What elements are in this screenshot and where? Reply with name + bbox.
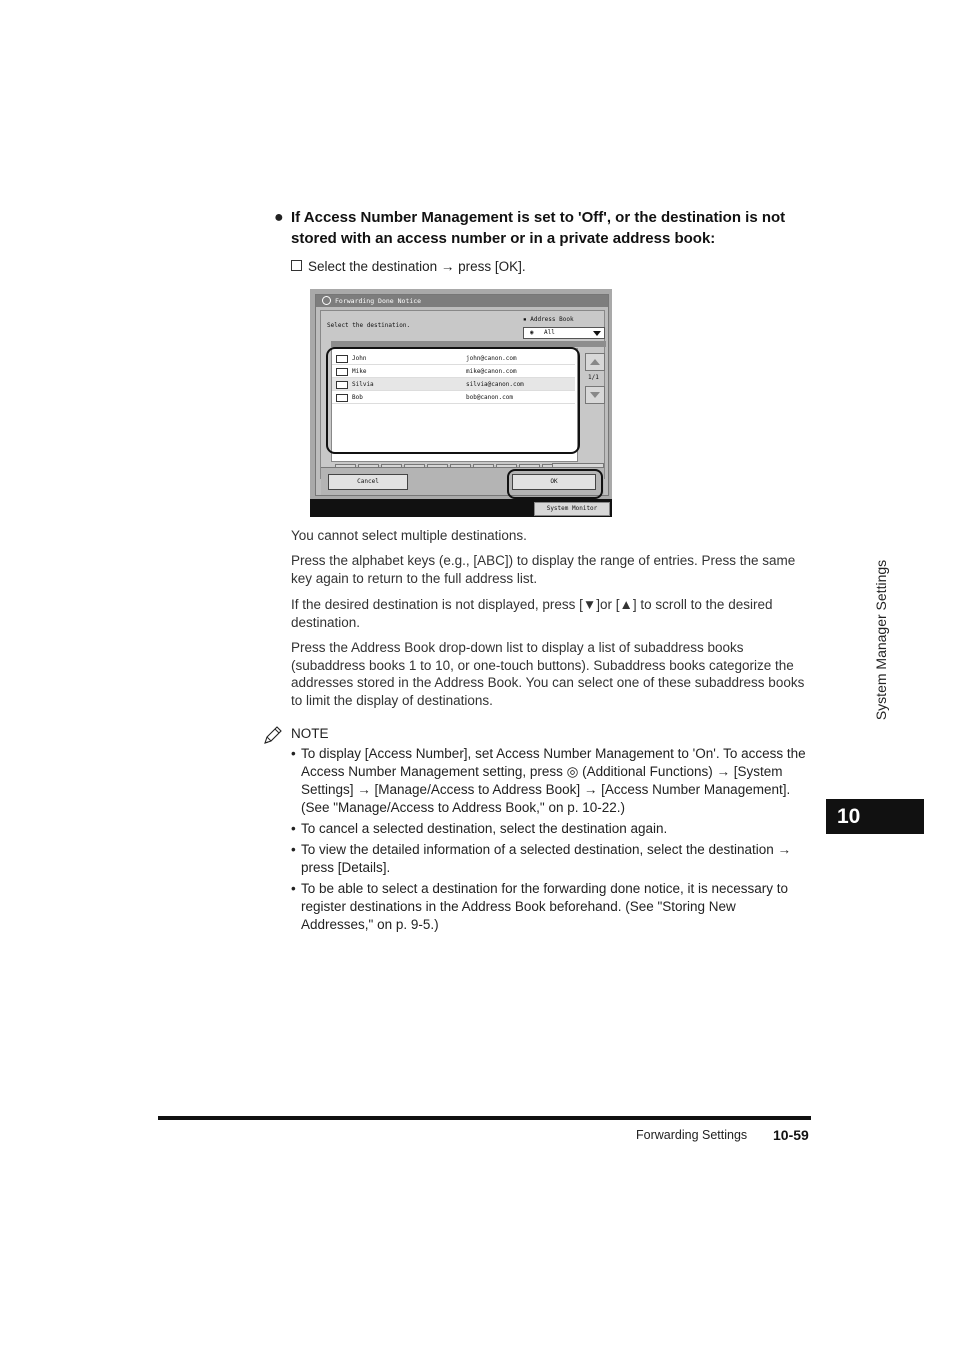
row-email: bob@canon.com [466,394,513,401]
ok-highlight-oval [507,469,603,499]
paragraph: If the desired destination is not displayed, press [▼]or [▲] to scroll to the desired destination. [291,597,773,630]
row-email: mike@canon.com [466,368,517,375]
address-book-label: ▪ Address Book [523,316,574,323]
system-monitor-button[interactable]: System Monitor [534,502,610,516]
device-screenshot [310,289,612,517]
chapter-tab: 10 [826,799,924,834]
note-list [291,745,811,937]
pencil-icon [262,724,284,746]
function-icon [322,296,331,305]
list-highlight-oval [326,347,580,454]
status-bar [310,499,612,517]
row-email: john@canon.com [466,355,517,362]
row-email: silvia@canon.com [466,381,524,388]
triangle-up-icon [590,359,600,365]
triangle-down-icon [590,392,600,398]
ok-label: OK [550,478,558,485]
row-name: John [352,355,367,362]
step-text: Select the destination → press [OK]. [308,259,526,274]
chevron-down-icon [593,331,601,336]
note-item: • To view the detailed information of a selected destination, select the destination → press [Details]. [291,841,811,877]
scroll-down-button[interactable] [585,386,605,404]
step-instruction [291,258,526,276]
page-number: 10-59 [773,1127,809,1143]
row-name: Bob [352,394,363,401]
dropdown-value: All [544,329,555,336]
screen-titlebar [316,295,608,307]
row-name: Silvia [352,381,374,388]
checkbox-icon [291,260,302,271]
row-name: Mike [352,368,367,375]
paragraph: Press the Address Book drop-down list to display a list of subaddress books (subaddress books 1 to 10, or one-touch buttons). Subaddress books categorize the addresses stored in the Address Book. You can select one of these subaddress books to limit the display of destinations. [291,640,805,708]
note-title: NOTE [291,726,329,741]
cancel-button[interactable]: Cancel [328,474,408,490]
section-side-label: System Manager Settings [873,559,889,721]
scroll-up-button[interactable] [585,353,605,371]
section-heading: If Access Number Management is set to 'Off', or the destination is not stored with an access number or in a private address book: [291,209,786,247]
footer-section-title: Forwarding Settings [636,1128,748,1142]
screen-instruction: Select the destination. [327,322,411,329]
note-item: • To cancel a selected destination, select the destination again. [291,820,811,838]
note-item: • To display [Access Number], set Access Number Management to 'On'. To access the Access Number Management setting, press ◎ (Additional Functions) → [System Settings] → [Manage/Access to Address Book] → [Access Number Management]. (See "Manage/Access to Address Book," on p. 10-22.) [291,745,811,817]
address-book-label-text: Address Book [530,316,574,323]
screen-window [315,294,609,496]
address-book-dropdown[interactable] [523,327,605,339]
page-indicator: 1/1 [588,374,599,381]
screen-title: Forwarding Done Notice [335,297,422,305]
footer-rule [158,1116,811,1120]
paragraph: You cannot select multiple destinations. [291,528,527,543]
paragraph: Press the alphabet keys (e.g., [ABC]) to display the range of entries. Press the same key again to return to the full address list. [291,553,796,586]
dropdown-radio-icon: ◉ [530,329,534,336]
note-item: • To be able to select a destination for the forwarding done notice, it is necessary to register destinations in the Address Book beforehand. (See "Storing New Addresses," on p. 9-5.) [291,880,811,934]
heading-bullet: ● [274,209,284,226]
